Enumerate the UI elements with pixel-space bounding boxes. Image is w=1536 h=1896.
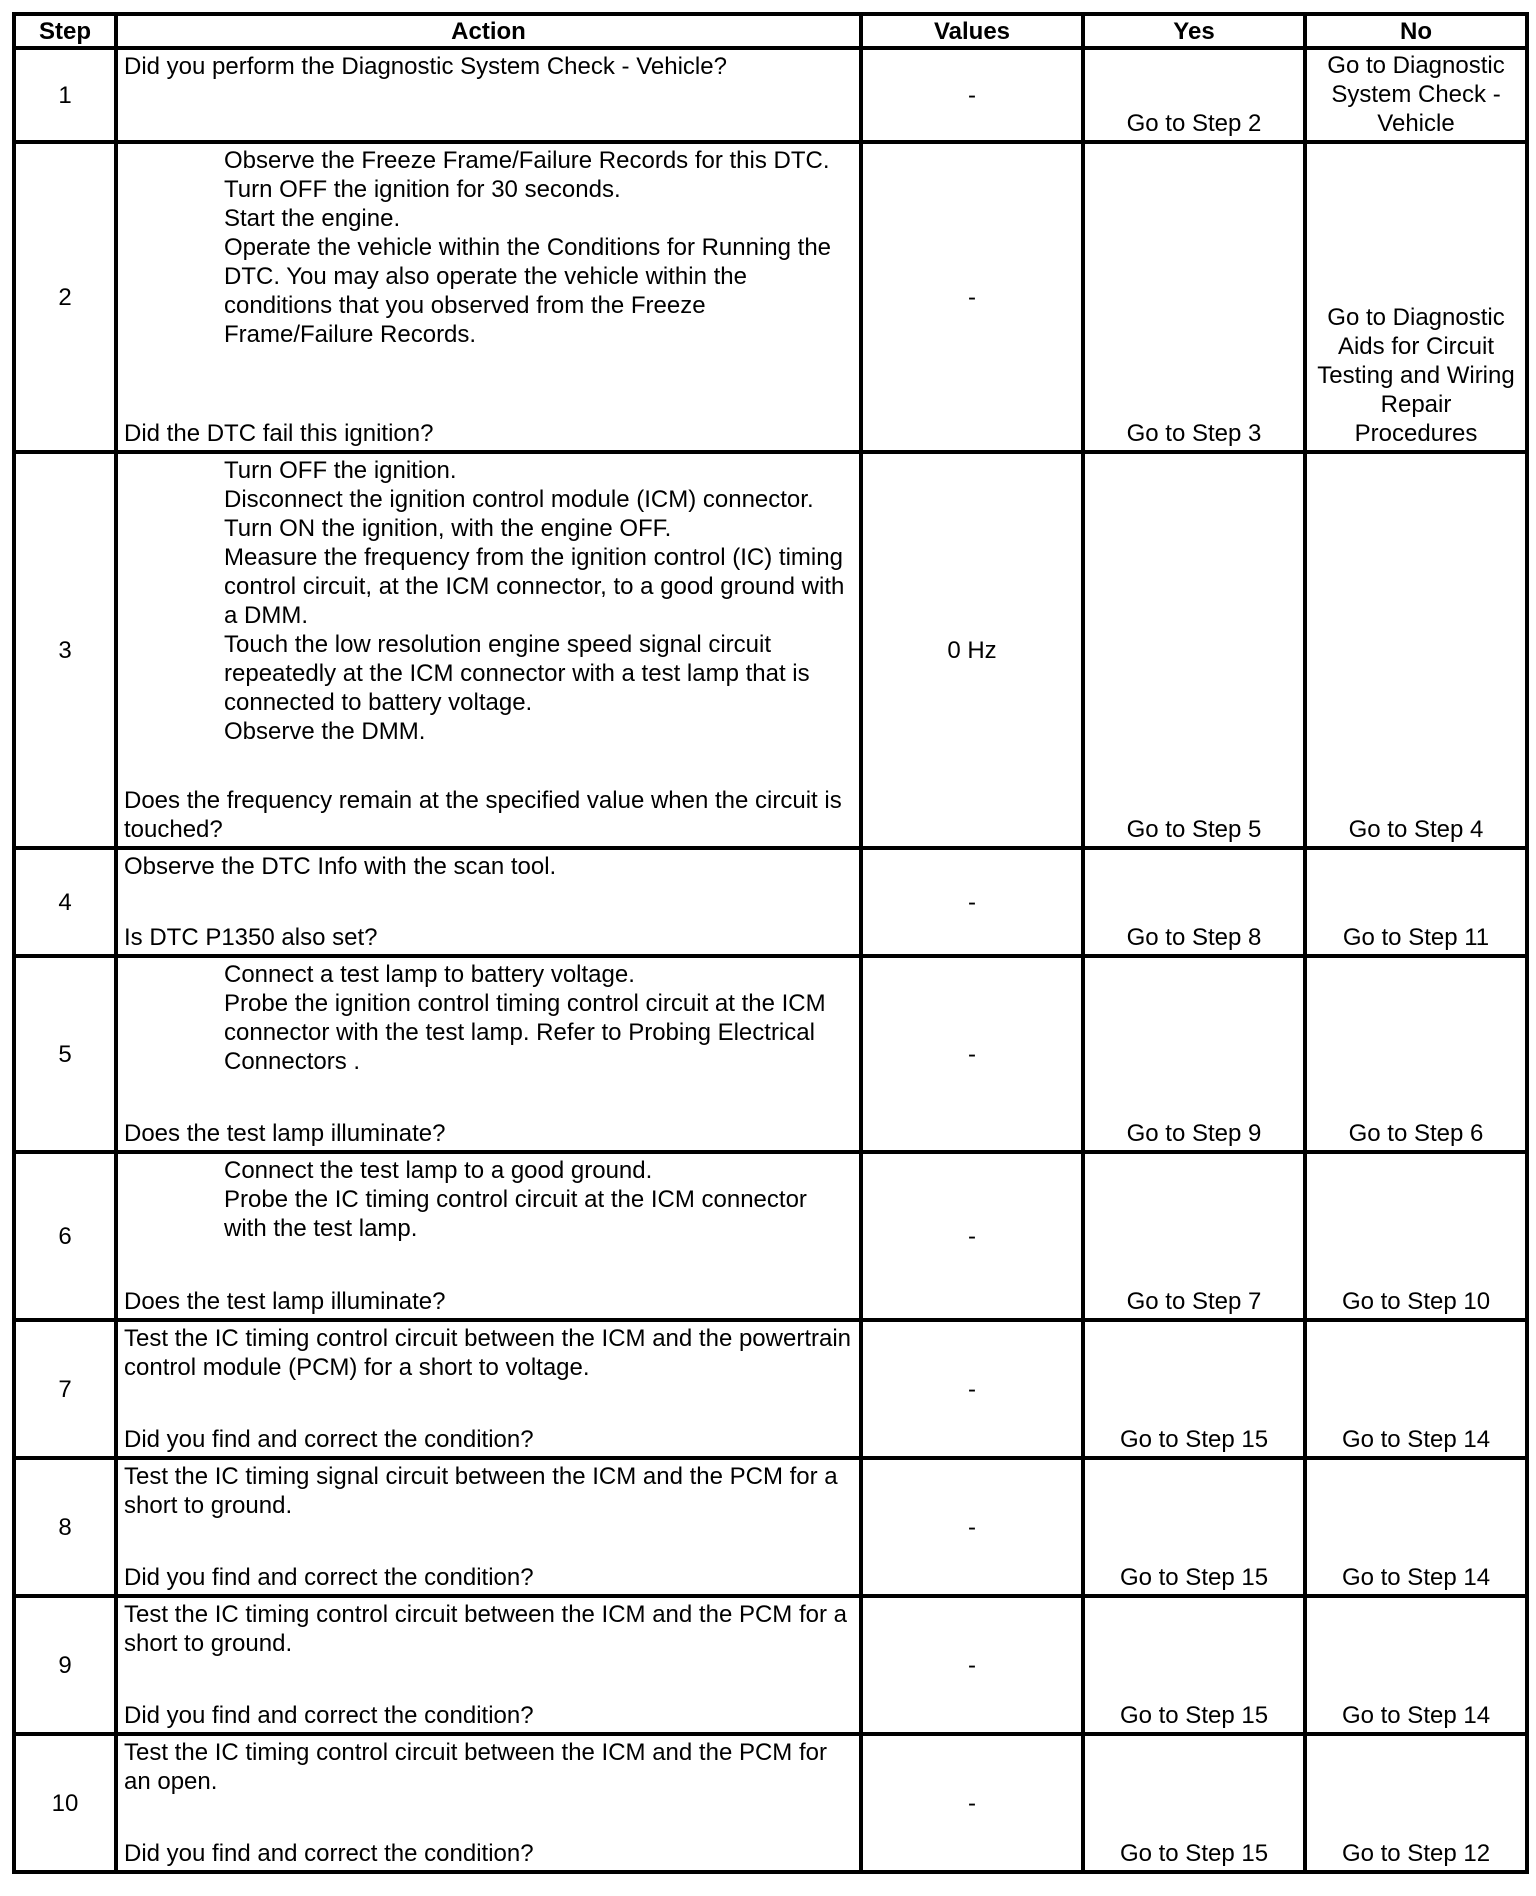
action-content bbox=[124, 1156, 855, 1316]
step-number: 2 bbox=[14, 142, 116, 452]
action-top bbox=[124, 960, 855, 1076]
action-cell bbox=[116, 1152, 861, 1320]
action-cell bbox=[116, 452, 861, 848]
substep-list bbox=[124, 146, 855, 349]
table-row bbox=[14, 452, 1527, 848]
table-body bbox=[14, 48, 1527, 1872]
action-top bbox=[124, 1738, 855, 1796]
action-content bbox=[124, 1324, 855, 1454]
header-no: No bbox=[1305, 14, 1527, 48]
no-cell: Go to Step 10 bbox=[1305, 1152, 1527, 1320]
action-content bbox=[124, 456, 855, 844]
action-top bbox=[124, 1324, 855, 1382]
substep-list bbox=[124, 960, 855, 1076]
action-question: Does the frequency remain at the specified value when the circuit is touched? bbox=[124, 787, 842, 843]
header-yes: Yes bbox=[1083, 14, 1305, 48]
action-intro: Test the IC timing control circuit between the ICM and the PCM for a short to ground. bbox=[124, 1601, 847, 1657]
no-cell: Go to Diagnostic System Check - Vehicle bbox=[1305, 48, 1527, 142]
action-question: Does the test lamp illuminate? bbox=[124, 1120, 446, 1147]
action-top bbox=[124, 146, 855, 349]
yes-cell: Go to Step 5 bbox=[1083, 452, 1305, 848]
step-number: 1 bbox=[14, 48, 116, 142]
yes-cell: Go to Step 9 bbox=[1083, 956, 1305, 1152]
substep-item: Measure the frequency from the ignition control (IC) timing control circuit, at the ICM connector, to a good ground with a DMM. bbox=[224, 544, 845, 629]
action-cell bbox=[116, 48, 861, 142]
action-content bbox=[124, 960, 855, 1148]
value-cell: - bbox=[861, 1734, 1083, 1872]
step-number: 8 bbox=[14, 1458, 116, 1596]
table-row bbox=[14, 1596, 1527, 1734]
table-row bbox=[14, 848, 1527, 956]
value-cell: - bbox=[861, 956, 1083, 1152]
action-content bbox=[124, 1600, 855, 1730]
action-intro: Test the IC timing control circuit between the ICM and the PCM for an open. bbox=[124, 1739, 827, 1795]
table-row bbox=[14, 142, 1527, 452]
step-number: 4 bbox=[14, 848, 116, 956]
substep-item: Turn OFF the ignition. bbox=[224, 457, 457, 484]
yes-cell: Go to Step 8 bbox=[1083, 848, 1305, 956]
substep-item: Turn OFF the ignition for 30 seconds. bbox=[224, 176, 621, 203]
substep-list bbox=[124, 1156, 855, 1243]
substep-item: Connect a test lamp to battery voltage. bbox=[224, 961, 635, 988]
action-content bbox=[124, 52, 855, 138]
value-cell: - bbox=[861, 1596, 1083, 1734]
action-intro: Did you perform the Diagnostic System Check - Vehicle? bbox=[124, 53, 727, 80]
action-content bbox=[124, 1462, 855, 1592]
action-intro: Observe the DTC Info with the scan tool. bbox=[124, 853, 557, 880]
diagnostic-table bbox=[12, 12, 1529, 1874]
action-question: Does the test lamp illuminate? bbox=[124, 1288, 446, 1315]
substep-item: Operate the vehicle within the Conditions for Running the DTC. You may also operate the vehicle within the conditions that you observed from the Freeze Frame/Failure Records. bbox=[224, 234, 832, 348]
header-step: Step bbox=[14, 14, 116, 48]
yes-cell: Go to Step 15 bbox=[1083, 1596, 1305, 1734]
action-question: Is DTC P1350 also set? bbox=[124, 924, 378, 951]
action-content bbox=[124, 1738, 855, 1868]
yes-cell: Go to Step 15 bbox=[1083, 1320, 1305, 1458]
substep-list bbox=[124, 456, 855, 746]
no-cell: Go to Step 14 bbox=[1305, 1458, 1527, 1596]
action-cell bbox=[116, 1734, 861, 1872]
action-cell bbox=[116, 1320, 861, 1458]
substep-item: Turn ON the ignition, with the engine OFF. bbox=[224, 515, 672, 542]
value-cell: - bbox=[861, 142, 1083, 452]
no-cell: Go to Step 14 bbox=[1305, 1320, 1527, 1458]
action-cell bbox=[116, 142, 861, 452]
substep-item: Probe the IC timing control circuit at the ICM connector with the test lamp. bbox=[224, 1186, 807, 1242]
action-top bbox=[124, 456, 855, 746]
step-number: 5 bbox=[14, 956, 116, 1152]
substep-item: Disconnect the ignition control module (ICM) connector. bbox=[224, 486, 814, 513]
action-cell bbox=[116, 848, 861, 956]
value-cell: 0 Hz bbox=[861, 452, 1083, 848]
header-values: Values bbox=[861, 14, 1083, 48]
table-row bbox=[14, 1320, 1527, 1458]
substep-item: Touch the low resolution engine speed signal circuit repeatedly at the ICM connector with a test lamp that is connected to battery voltage. bbox=[224, 631, 810, 716]
action-content bbox=[124, 852, 855, 952]
no-cell: Go to Step 11 bbox=[1305, 848, 1527, 956]
action-cell bbox=[116, 1458, 861, 1596]
substep-item: Start the engine. bbox=[224, 205, 401, 232]
value-cell: - bbox=[861, 848, 1083, 956]
table-row bbox=[14, 48, 1527, 142]
header-action: Action bbox=[116, 14, 861, 48]
step-number: 3 bbox=[14, 452, 116, 848]
action-content bbox=[124, 146, 855, 448]
yes-cell: Go to Step 7 bbox=[1083, 1152, 1305, 1320]
action-top bbox=[124, 852, 855, 881]
substep-item: Observe the Freeze Frame/Failure Records for this DTC. bbox=[224, 147, 830, 174]
table-row bbox=[14, 956, 1527, 1152]
substep-item: Observe the DMM. bbox=[224, 718, 426, 745]
substep-item: Connect the test lamp to a good ground. bbox=[224, 1157, 653, 1184]
action-intro: Test the IC timing signal circuit between the ICM and the PCM for a short to ground. bbox=[124, 1463, 838, 1519]
step-number: 7 bbox=[14, 1320, 116, 1458]
action-question: Did the DTC fail this ignition? bbox=[124, 420, 434, 447]
action-cell bbox=[116, 956, 861, 1152]
action-top bbox=[124, 1156, 855, 1243]
yes-cell: Go to Step 15 bbox=[1083, 1734, 1305, 1872]
value-cell: - bbox=[861, 48, 1083, 142]
step-number: 6 bbox=[14, 1152, 116, 1320]
action-question: Did you find and correct the condition? bbox=[124, 1564, 534, 1591]
action-top bbox=[124, 1600, 855, 1658]
yes-cell: Go to Step 2 bbox=[1083, 48, 1305, 142]
action-intro: Test the IC timing control circuit between the ICM and the powertrain control module (PCM) for a short to voltage. bbox=[124, 1325, 852, 1381]
value-cell: - bbox=[861, 1152, 1083, 1320]
substep-item: Probe the ignition control timing control circuit at the ICM connector with the test lamp. Refer to Probing Electrical Connectors . bbox=[224, 990, 826, 1075]
table-row bbox=[14, 1152, 1527, 1320]
action-question: Did you find and correct the condition? bbox=[124, 1840, 534, 1867]
no-cell: Go to Diagnostic Aids for Circuit Testing and Wiring Repair Procedures bbox=[1305, 142, 1527, 452]
action-cell bbox=[116, 1596, 861, 1734]
action-question: Did you find and correct the condition? bbox=[124, 1702, 534, 1729]
no-cell: Go to Step 12 bbox=[1305, 1734, 1527, 1872]
table-row bbox=[14, 1734, 1527, 1872]
action-top bbox=[124, 1462, 855, 1520]
action-top bbox=[124, 52, 855, 81]
yes-cell: Go to Step 3 bbox=[1083, 142, 1305, 452]
value-cell: - bbox=[861, 1458, 1083, 1596]
no-cell: Go to Step 4 bbox=[1305, 452, 1527, 848]
no-cell: Go to Step 6 bbox=[1305, 956, 1527, 1152]
action-question: Did you find and correct the condition? bbox=[124, 1426, 534, 1453]
table-row bbox=[14, 1458, 1527, 1596]
no-cell: Go to Step 14 bbox=[1305, 1596, 1527, 1734]
header-row bbox=[14, 14, 1527, 48]
step-number: 9 bbox=[14, 1596, 116, 1734]
yes-cell: Go to Step 15 bbox=[1083, 1458, 1305, 1596]
step-number: 10 bbox=[14, 1734, 116, 1872]
value-cell: - bbox=[861, 1320, 1083, 1458]
